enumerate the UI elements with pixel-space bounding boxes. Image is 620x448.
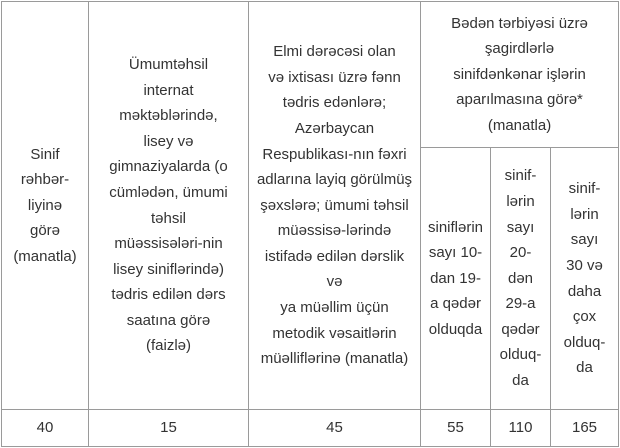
table-header-row bbox=[2, 2, 619, 148]
value-classes-20-29: 110 bbox=[491, 410, 551, 447]
subheader-classes-20-29: sinif- lərin sayı 20- dən 29-a qədər olduq- da bbox=[491, 148, 551, 410]
header-general-schools: Ümumtəhsil internat məktəblərində, lisey və gimnaziyalarda (o cümlədən, ümumi təhsil müəssisələri-nin lisey siniflərində) tədris edilən dərs saatına görə (faizlə) bbox=[89, 2, 249, 410]
value-general-schools: 15 bbox=[89, 410, 249, 447]
header-academic-degree: Elmi dərəcəsi olan və ixtisası üzrə fənn tədris edənlərə; Azərbaycan Respublikası-nın fəxri adlarına layiq görülmüş şəxslərə; ümumi təhsil müəssisə-lərində istifadə edilən dərslik və ya müəllim üçün metodik vəsaitlərin müəlliflərinə (manatla) bbox=[249, 2, 421, 410]
value-classes-10-19: 55 bbox=[421, 410, 491, 447]
table-value-row bbox=[2, 410, 619, 447]
subheader-classes-10-19: siniflərin sayı 10- dan 19- a qədər olduqda bbox=[421, 148, 491, 410]
value-classes-30-plus: 165 bbox=[551, 410, 619, 447]
allowance-table bbox=[1, 1, 619, 447]
header-class-leadership: Sinif rəhbər- liyinə görə (manatla) bbox=[2, 2, 89, 410]
subheader-classes-30-plus: sinif- lərin sayı 30 və daha çox olduq- da bbox=[551, 148, 619, 410]
value-academic-degree: 45 bbox=[249, 410, 421, 447]
value-class-leadership: 40 bbox=[2, 410, 89, 447]
header-physical-education: Bədən tərbiyəsi üzrə şagirdlərlə sinifdənkənar işlərin aparılmasına görə* (manatla) bbox=[421, 2, 619, 148]
